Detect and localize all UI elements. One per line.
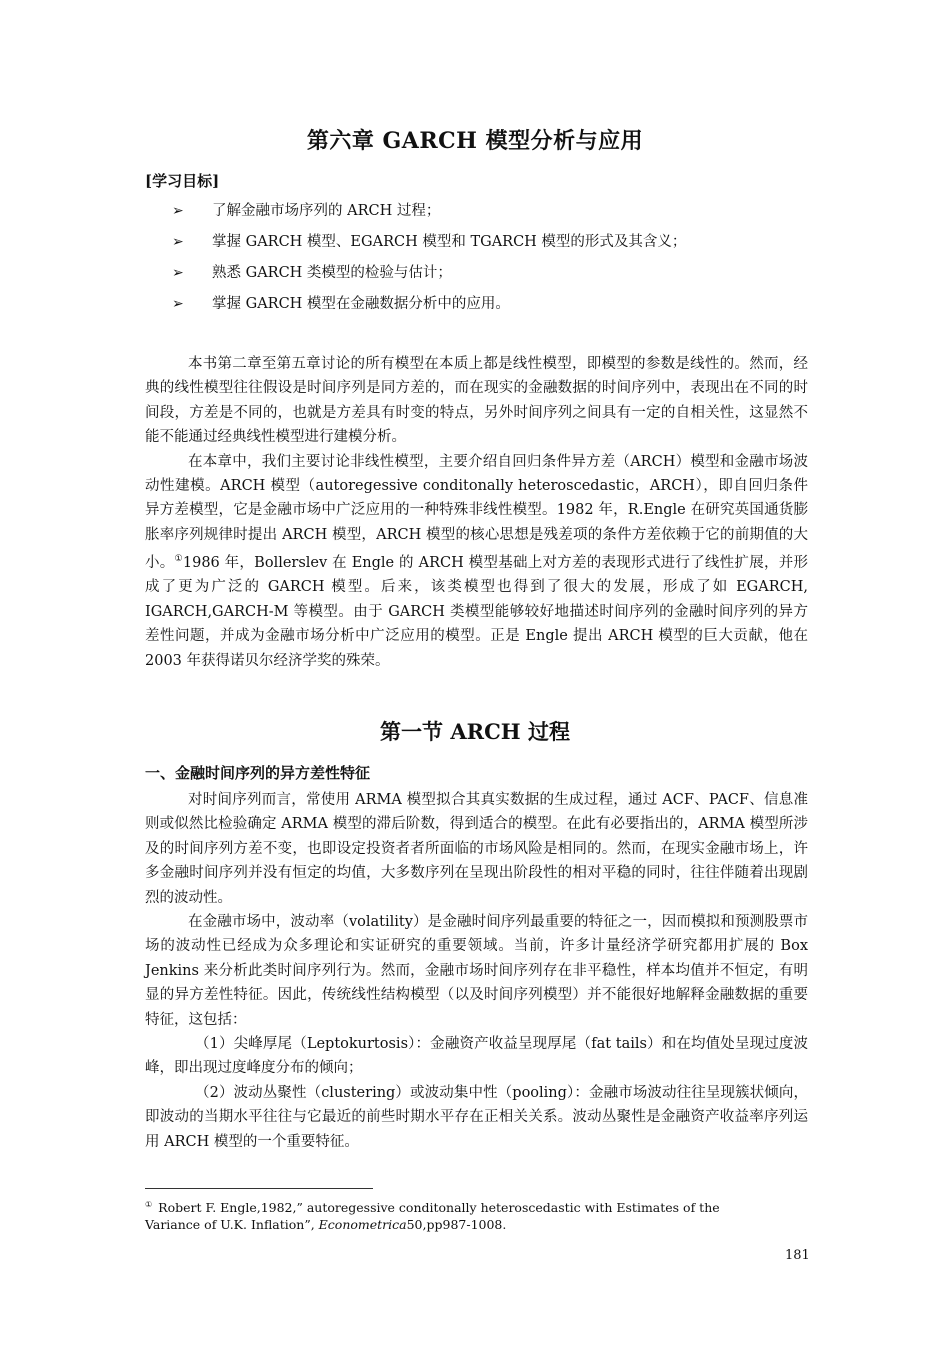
arrow-bullet-icon: ➢: [172, 203, 184, 219]
arrow-bullet-icon: ➢: [172, 296, 184, 312]
footnote: ① Robert F. Engle,1982,” autoregessive conditonally heteroscedastic with Estimates of the Variance of U.K. Inflation”, Econometrica50,pp987-1008.: [145, 1200, 720, 1233]
section-text: [145, 788, 808, 1154]
section-paragraph-3: （1）尖峰厚尾（Leptokurtosis）：金融资产收益呈现厚尾（fat tails）和在均值处呈现过度波峰，即出现过度峰度分布的倾向；: [145, 1036, 808, 1077]
objective-item: ➢ 熟悉 GARCH 类模型的检验与估计；: [172, 262, 792, 293]
objective-item: ➢ 掌握 GARCH 模型、EGARCH 模型和 TGARCH 模型的形式及其含义；: [172, 231, 792, 262]
chapter-title: 第六章 GARCH 模型分析与应用: [306, 128, 644, 154]
section-paragraph-1: 对时间序列而言，常使用 ARMA 模型拟合其真实数据的生成过程，通过 ACF、PACF、信息准则或似然比检验确定 ARMA 模型的滞后阶数，得到适合的模型。在此有必要指出的，ARMA 模型所涉及的时间序列方差不变，也即设定投资者者所面临的市场风险是相同的。然而，在现实金融市场上，许多金融时间序列并没有恒定的均值，大多数序列在呈现出阶段性的相对平稳的同时，往往伴随着出现剧烈的波动性。: [145, 792, 808, 906]
page-number: 181: [785, 1248, 810, 1263]
section-title: 第一节 ARCH 过程: [380, 719, 570, 744]
arrow-bullet-icon: ➢: [172, 265, 184, 281]
objectives-list: [172, 200, 792, 324]
journal-name: Econometrica: [318, 1217, 407, 1233]
footnote-mark: ①: [145, 1200, 153, 1209]
subsection-heading: 一、金融时间序列的异方差性特征: [145, 764, 371, 782]
footnote-reference[interactable]: ①: [174, 554, 183, 565]
intro-text: [145, 352, 808, 673]
arrow-bullet-icon: ➢: [172, 234, 184, 250]
objective-item: ➢ 了解金融市场序列的 ARCH 过程；: [172, 200, 792, 231]
objectives-heading: [学习目标]: [145, 172, 220, 190]
section-paragraph-2: 在金融市场中，波动率（volatility）是金融时间序列最重要的特征之一，因而模拟和预测股票市场的波动性已经成为众多理论和实证研究的重要领域。当前，许多计量经济学研究都用扩展的 Box Jenkins 来分析此类时间序列行为。然而，金融市场时间序列存在非平稳性，样本均值并不恒定，有明显的异方差性特征。因此，传统线性结构模型（以及时间序列模型）并不能很好地解释金融数据的重要特征，这包括：: [145, 914, 808, 1028]
intro-paragraph-2: 在本章中，我们主要讨论非线性模型，主要介绍自回归条件异方差（ARCH）模型和金融市场波动性建模。ARCH 模型（autoregessive conditonally heteroscedastic，ARCH），即自回归条件异方差模型，它是金融市场中广泛应用的一种特殊非线性模型。1982 年，R.Engle 在研究英国通货膨胀率序列规律时提出 ARCH 模型，ARCH 模型的核心思想是残差项的条件方差依赖于它的前期值的大小。①1986 年，Bollerslev 在 Engle 的 ARCH 模型基础上对方差的表现形式进行了线性扩展，并形成了更为广泛的 GARCH 模型。后来，该类模型也得到了很大的发展，形成了如 EGARCH, IGARCH,GARCH-M 等模型。由于 GARCH 类模型能够较好地描述时间序列的金融时间序列的异方差性问题，并成为金融市场分析中广泛应用的模型。正是 Engle 提出 ARCH 模型的巨大贡献，他在 2003 年获得诺贝尔经济学奖的殊荣。: [145, 453, 808, 669]
objective-item: ➢ 掌握 GARCH 模型在金融数据分析中的应用。: [172, 293, 792, 324]
footnote-divider: [145, 1188, 373, 1189]
section-paragraph-4: （2）波动丛聚性（clustering）或波动集中性（pooling）：金融市场波动往往呈现簇状倾向，即波动的当期水平往往与它最近的前些时期水平存在正相关关系。波动丛聚性是金融资产收益率序列运用 ARCH 模型的一个重要特征。: [145, 1084, 808, 1150]
intro-paragraph-1: 本书第二章至第五章讨论的所有模型在本质上都是线性模型，即模型的参数是线性的。然而，经典的线性模型往往假设是时间序列是同方差的，而在现实的金融数据的时间序列中，表现出在不同的时间段，方差是不同的，也就是方差具有时变的特点，另外时间序列之间具有一定的自相关性，这显然不能不能通过经典线性模型进行建模分析。: [145, 356, 808, 446]
